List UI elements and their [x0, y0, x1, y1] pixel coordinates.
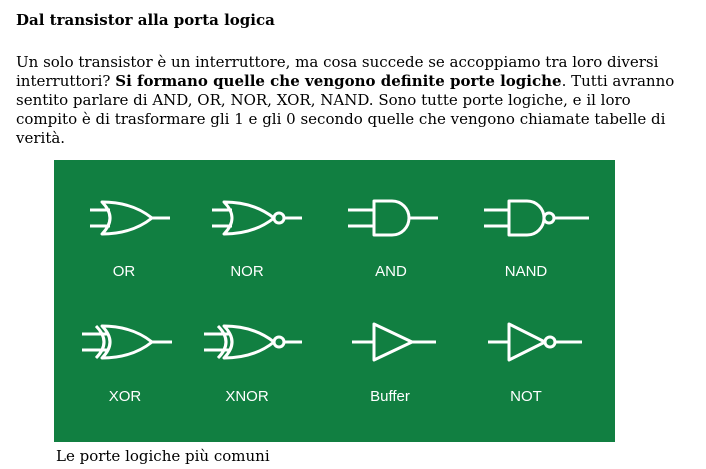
paragraph-text-2: . Tutti avranno sentito parlare di AND, OR, NOR, XOR, NAND. Sono tutte porte logiche, e il loro compito è di trasformare gli 1 e gli 0 secondo quelle che vengono chiamate tabelle di verità.: [16, 72, 675, 147]
and-gate-icon: [348, 201, 438, 235]
paragraph-text-1: Un solo transistor è un interruttore, ma cosa succede se accoppiamo tra loro diversi interruttori?: [16, 53, 659, 90]
gate-label-not: NOT: [510, 388, 542, 405]
gate-label-or: OR: [112, 263, 136, 280]
intro-paragraph: [16, 53, 696, 148]
buffer-gate-icon: [352, 324, 436, 360]
nor-gate-icon: [212, 202, 302, 234]
gate-label-xnor: XNOR: [225, 388, 269, 405]
xor-gate-icon: [82, 326, 172, 358]
paragraph-bold-text: Si formano quelle che vengono definite porte logiche: [115, 72, 562, 90]
logic-gates-figure: [54, 160, 615, 442]
not-gate-icon: [488, 324, 582, 360]
xnor-gate-icon: [204, 326, 302, 358]
or-gate-icon: [90, 202, 170, 234]
nand-gate-icon: [484, 201, 589, 235]
gate-label-xor: XOR: [108, 388, 142, 405]
logic-gates-diagram: [54, 160, 615, 442]
gate-label-and: AND: [375, 263, 407, 280]
article-heading: Dal transistor alla porta logica: [16, 11, 275, 29]
figure-caption: Le porte logiche più comuni: [56, 447, 270, 465]
gate-label-nor: NOR: [230, 263, 264, 280]
gate-label-buffer: Buffer: [370, 388, 410, 405]
gate-label-nand: NAND: [504, 263, 548, 280]
